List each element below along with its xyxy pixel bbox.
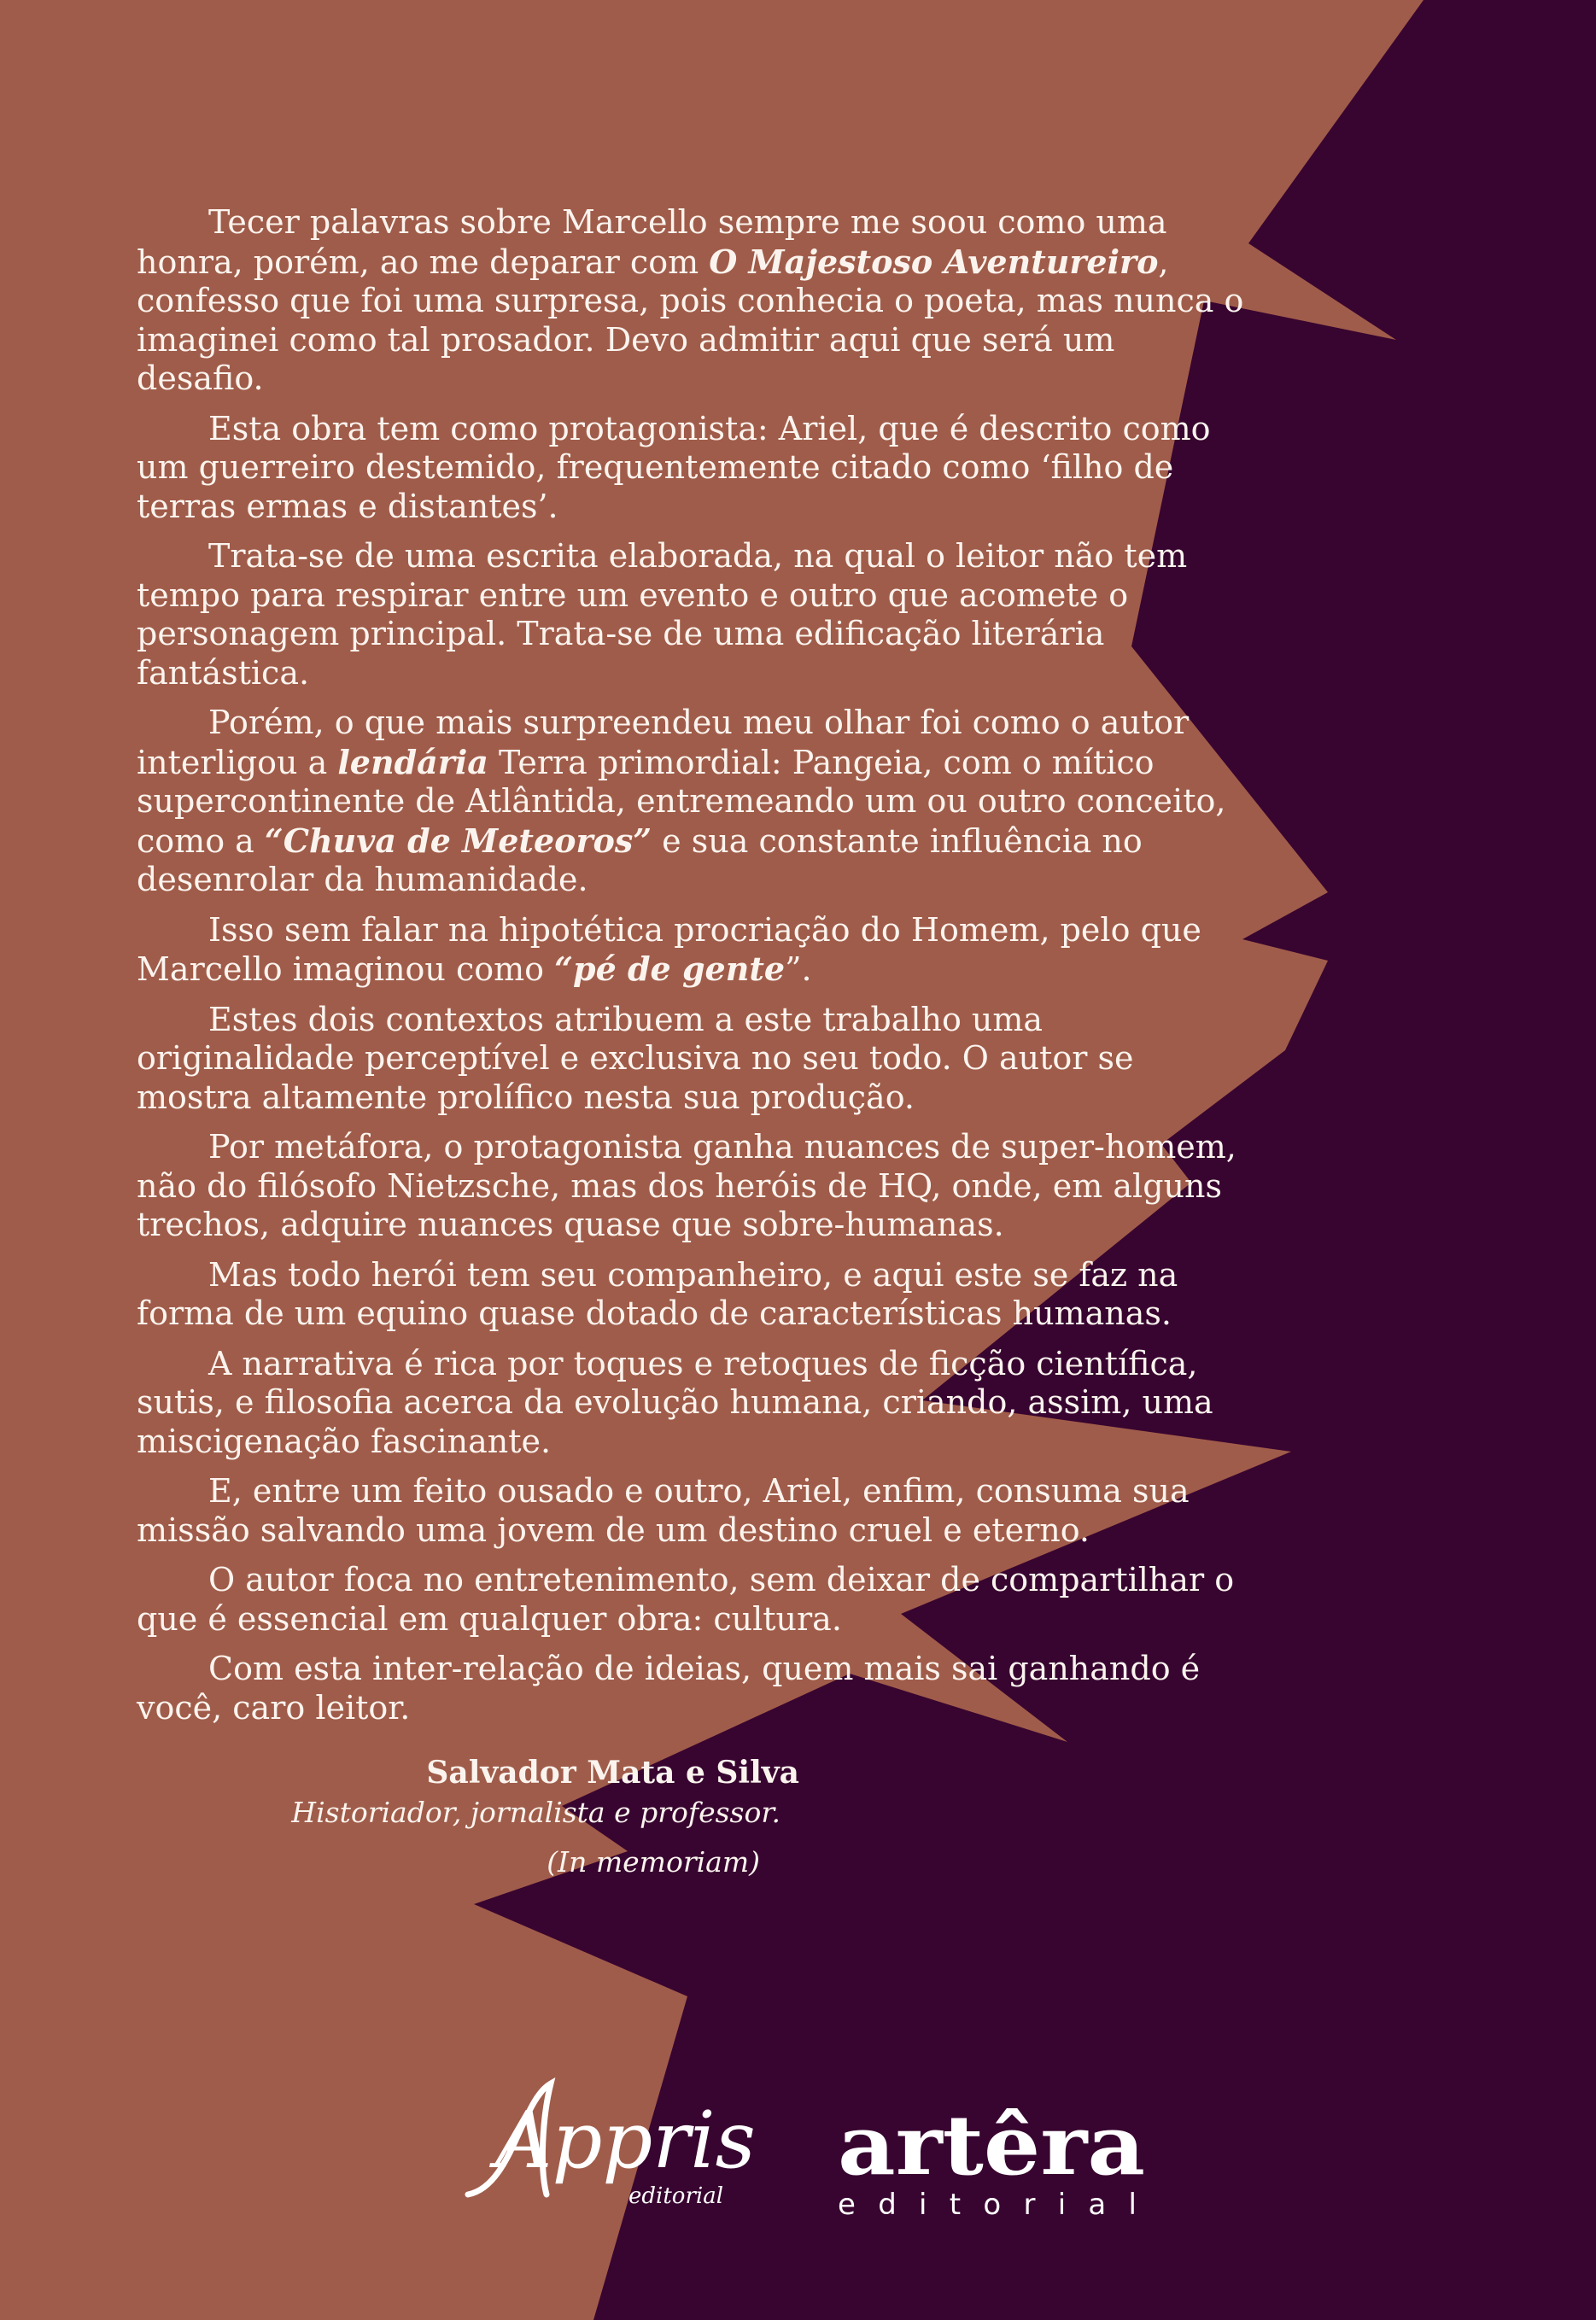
author-role: Historiador, jornalista e professor. [291,1796,780,1829]
author-note: (In memoriam) [547,1845,760,1879]
review-paragraph [137,1256,1247,1334]
appris-editorial-logo [461,2066,769,2220]
review-paragraph [137,911,1247,990]
review-paragraph [137,704,1247,900]
artera-editorial-logo [833,2092,1157,2229]
paragraph-text: Com esta inter-relação de ideias, quem mais sai ganhando é você, caro leitor. [137,1650,1201,1727]
review-paragraph [137,1001,1247,1118]
paragraph-text: Porém, o que mais surpreendeu meu olhar foi como o autor interligou a [137,704,1190,781]
paragraph-text: Terra primordial: Pangeia, com o mítico supercontinente de Atlântida, entremeando um ou outro conceito, como a [137,743,1226,860]
artera-wordmark: artêra [838,2097,1145,2194]
review-paragraph [137,1650,1247,1727]
paragraph-text: Esta obra tem como protagonista: Ariel, que é descrito como um guerreiro destemido, frequentemente citado como ‘filho de terras ermas e distantes’. [137,409,1211,525]
paragraph-text: E, entre um feito ousado e outro, Ariel, enfim, consuma sua missão salvando uma jovem de um destino cruel e eterno. [137,1472,1190,1549]
paragraph-text: Estes dois contextos atribuem a este trabalho uma originalidade perceptível e exclusiva no seu todo. O autor se mostra altamente prolífico nesta sua produção. [137,1000,1134,1116]
paragraph-text: Tecer palavras sobre Marcello sempre me soou como uma honra, porém, ao me deparar com [137,203,1167,281]
paragraph-text: Trata-se de uma escrita elaborada, na qual o leitor não tem tempo para respirar entre um evento e outro que acomete o personagem principal. Trata-se de uma edificação literária fantástica. [137,537,1188,692]
paragraph-text: , confesso que foi uma surpresa, pois conhecia o poeta, mas nunca o imaginei como tal prosador. Devo admitir aqui que será um desafio. [137,243,1244,397]
paragraph-text: Por metáfora, o protagonista ganha nuances de super-homem, não do filósofo Nietzsche, mas dos heróis de HQ, onde, em alguns trechos, adquire nuances quase que sobre-humanas. [137,1128,1236,1243]
emphasis-text: “pé de gente [554,950,786,988]
review-paragraph [137,410,1247,527]
review-paragraph [137,1345,1247,1462]
appris-wordmark: Appris [495,2095,756,2186]
signature-block [256,1752,799,1882]
paragraph-text: ”. [785,950,812,988]
paragraph-text: Mas todo herói tem seu companheiro, e aqui este se faz na forma de um equino quase dotado de características humanas. [137,1255,1178,1332]
paragraph-text: O autor foca no entretenimento, sem deixar de compartilhar o que é essencial em qualquer obra: cultura. [137,1561,1235,1638]
emphasis-text: O Majestoso Aventureiro [709,242,1159,281]
emphasis-text: “Chuva de Meteoros” [264,821,652,860]
author-name: Salvador Mata e Silva [426,1755,799,1791]
review-paragraph [137,1472,1247,1550]
review-paragraph [137,1128,1247,1245]
paragraph-text: A narrativa é rica por toques e retoques de ficção científica, sutis, e filosofia acerca da evolução humana, criando, assim, uma miscigenação fascinante. [137,1344,1213,1460]
artera-sub: editorial [838,2188,1137,2222]
review-paragraph [137,1561,1247,1639]
paragraph-text: e sua constante influência no desenrolar da humanidade. [137,821,1143,898]
appris-sub: editorial [628,2183,724,2209]
review-text [137,203,1247,1739]
paragraph-text: Isso sem falar na hipotética procriação do Homem, pelo que Marcello imaginou como [137,910,1201,988]
review-paragraph [137,537,1247,692]
review-paragraph [137,203,1247,399]
emphasis-text: lendária [337,742,488,781]
